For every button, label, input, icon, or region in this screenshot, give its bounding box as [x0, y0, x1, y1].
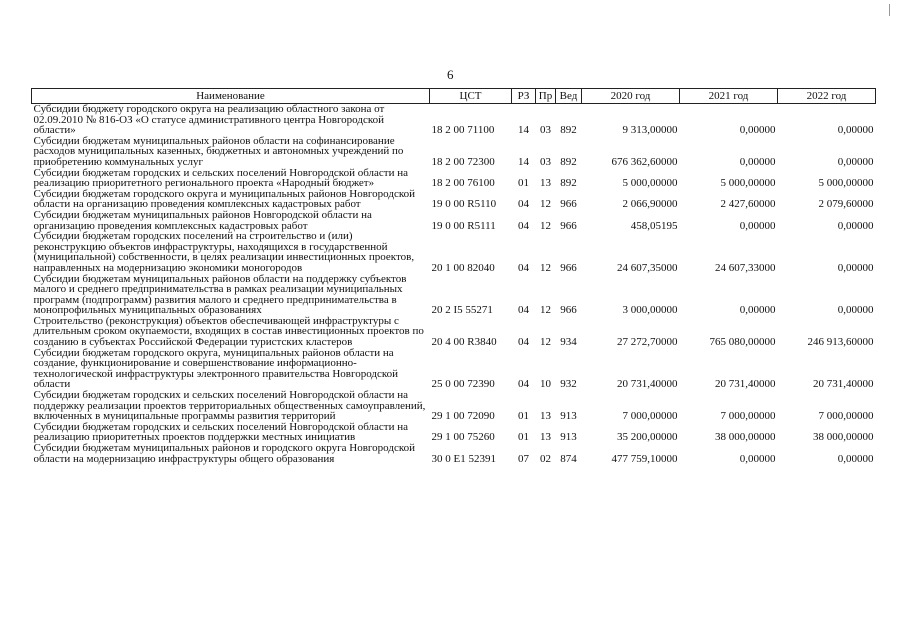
cell-ved: 874 — [560, 452, 577, 465]
cell-y2020: 27 272,70000 — [617, 336, 678, 349]
cell-y2021: 7 000,00000 — [720, 410, 776, 423]
cell-rz: 04 — [518, 219, 529, 232]
cell-cst: 19 0 00 R5110 — [431, 198, 497, 211]
cell-pr: 03 — [540, 124, 551, 137]
cell-cst: 20 1 00 82040 — [431, 261, 495, 274]
cell-cst: 29 1 00 75260 — [431, 431, 495, 444]
cell-cst: 29 1 00 72090 — [431, 410, 495, 423]
cell-cst: 30 0 E1 52391 — [431, 452, 496, 465]
cell-y2020: 9 313,00000 — [622, 124, 678, 137]
cell-y2021: 0,00000 — [739, 155, 776, 168]
cell-ved: 892 — [560, 124, 577, 137]
cell-name: Субсидии бюджетам городских и сельских поселений Новгородской области на поддержку реализации проектов территориальных общественных самоуправлений, включенных в муниципальные программы развития территорий — [33, 389, 426, 423]
cell-pr: 02 — [540, 452, 551, 465]
cell-y2022: 0,00000 — [837, 124, 874, 137]
cell-y2022: 246 913,60000 — [807, 336, 874, 349]
cell-y2020: 7 000,00000 — [622, 410, 678, 423]
cell-y2021: 0,00000 — [739, 124, 776, 137]
cell-ved: 892 — [560, 177, 577, 190]
cell-y2022: 2 079,60000 — [818, 198, 874, 211]
cell-y2021: 38 000,00000 — [715, 431, 776, 444]
cell-y2020: 35 200,00000 — [617, 431, 678, 444]
cell-cst: 18 2 00 72300 — [431, 155, 495, 168]
cell-pr: 13 — [540, 431, 551, 444]
cell-y2020: 5 000,00000 — [622, 177, 678, 190]
cell-ved: 966 — [560, 304, 577, 317]
cell-name: Субсидии бюджетам городского округа и муниципальных районов Новгородской области на организацию проведения комплексных кадастровых работ — [33, 187, 415, 211]
cell-rz: 04 — [518, 304, 529, 317]
cell-y2022: 0,00000 — [837, 219, 874, 232]
cell-pr: 13 — [540, 410, 551, 423]
cell-ved: 966 — [560, 198, 577, 211]
table-row — [32, 104, 876, 136]
cell-y2022: 0,00000 — [837, 155, 874, 168]
cell-pr: 12 — [540, 304, 551, 317]
cell-y2022: 5 000,00000 — [818, 177, 874, 190]
cell-cst: 20 4 00 R3840 — [431, 336, 497, 349]
cell-y2021: 0,00000 — [739, 219, 776, 232]
table-header-row — [32, 89, 876, 104]
cell-pr: 03 — [540, 155, 551, 168]
header-2021: 2021 год — [680, 89, 778, 104]
header-pr: Пр — [536, 89, 556, 104]
cell-rz: 14 — [518, 124, 529, 137]
cell-y2022: 0,00000 — [837, 304, 874, 317]
cell-ved: 966 — [560, 219, 577, 232]
cell-cst: 19 0 00 R5111 — [431, 219, 496, 232]
header-2022: 2022 год — [778, 89, 876, 104]
cell-cst: 18 2 00 76100 — [431, 177, 495, 190]
cell-rz: 04 — [518, 261, 529, 274]
cell-name: Субсидии бюджетам муниципальных районов и городского округа Новгородской области на модернизацию инфраструктуры общего образования — [33, 442, 415, 465]
cell-y2020: 458,05195 — [630, 219, 678, 232]
cell-rz: 14 — [518, 155, 529, 168]
cell-name: Субсидии бюджетам городских и сельских поселений Новгородской области на реализацию приоритетных проектов поддержки местных инициатив — [33, 420, 409, 444]
cell-y2022: 38 000,00000 — [813, 431, 874, 444]
cell-y2021: 5 000,00000 — [720, 177, 776, 190]
table-row — [32, 274, 876, 316]
cell-y2020: 477 759,10000 — [611, 452, 678, 465]
table-row — [32, 422, 876, 443]
cell-pr: 12 — [540, 261, 551, 274]
cell-name: Субсидии бюджетам городских поселений на строительство и (или) реконструкцию объектов инфраструктуры, находящихся в государственной (муниципальной) собственности, в целях реализации инвестиционных проектов, направленных на модернизацию экономики моногородов — [33, 230, 415, 274]
cell-y2020: 2 066,90000 — [622, 198, 678, 211]
cell-y2020: 676 362,60000 — [611, 155, 678, 168]
header-name: Наименование — [32, 89, 430, 104]
cell-ved: 932 — [560, 378, 577, 391]
table-row — [32, 348, 876, 390]
cell-rz: 04 — [518, 378, 529, 391]
table-body — [32, 104, 876, 465]
cell-name: Субсидии бюджетам муниципальных районов Новгородской области на организацию проведения комплексных кадастровых работ — [33, 208, 372, 232]
cell-y2021: 24 607,33000 — [715, 261, 776, 274]
cell-y2020: 24 607,35000 — [617, 261, 678, 274]
cell-pr: 12 — [540, 336, 551, 349]
cell-y2021: 2 427,60000 — [720, 198, 776, 211]
cell-cst: 18 2 00 71100 — [431, 124, 495, 137]
cell-y2022: 0,00000 — [837, 261, 874, 274]
cell-y2021: 20 731,40000 — [715, 378, 776, 391]
header-rz: РЗ — [512, 89, 536, 104]
cell-rz: 04 — [518, 198, 529, 211]
cell-cst: 20 2 I5 55271 — [431, 304, 493, 317]
cell-y2021: 765 080,00000 — [709, 336, 776, 349]
cell-y2022: 7 000,00000 — [818, 410, 874, 423]
table-row — [32, 390, 876, 422]
cell-name: Субсидии бюджету городского округа на реализацию областного закона от 02.09.2010 № 816-ОЗ «О статусе административного центра Новгородской области» — [33, 103, 385, 137]
cell-pr: 13 — [540, 177, 551, 190]
table-row — [32, 189, 876, 210]
cell-ved: 913 — [560, 410, 577, 423]
budget-table — [31, 88, 876, 464]
cell-pr: 12 — [540, 219, 551, 232]
cell-cst: 25 0 00 72390 — [431, 378, 495, 391]
header-ved: Вед — [556, 89, 582, 104]
cell-name: Субсидии бюджетам городского округа, муниципальных районов области на создание, функционирование и совершенствование информационно-технологической инфраструктуры электронного правительства Новгородской области — [33, 346, 399, 391]
table-row — [32, 136, 876, 168]
cell-rz: 01 — [518, 177, 529, 190]
cell-name: Субсидии бюджетам городских и сельских поселений Новгородской области на реализацию приоритетного регионального проекта «Народный бюджет» — [33, 166, 409, 190]
table-row — [32, 231, 876, 273]
cell-rz: 01 — [518, 431, 529, 444]
cell-y2022: 0,00000 — [837, 452, 874, 465]
cell-name: Субсидии бюджетам муниципальных районов области на поддержку субъектов малого и среднего предпринимательства в рамках реализации муниципальных программ (подпрограмм) развития малого и среднего предпринимательства в монопрофильных муниципальных образованиях — [33, 272, 407, 317]
cell-rz: 07 — [518, 452, 529, 465]
cell-ved: 934 — [560, 336, 577, 349]
cell-pr: 10 — [540, 378, 551, 391]
cell-y2020: 20 731,40000 — [617, 378, 678, 391]
cell-ved: 913 — [560, 431, 577, 444]
header-2020: 2020 год — [582, 89, 680, 104]
page-number: 6 — [447, 67, 454, 82]
cell-rz: 04 — [518, 336, 529, 349]
cell-ved: 892 — [560, 155, 577, 168]
cell-ved: 966 — [560, 261, 577, 274]
cell-name: Строительство (реконструкция) объектов обеспечивающей инфраструктуры с длительным сроком окупаемости, входящих в состав инвестиционных проектов по созданию в субъектах Российской Федерации туристских кластеров — [33, 314, 424, 349]
table-row — [32, 210, 876, 231]
table-row — [32, 316, 876, 348]
table-row — [32, 443, 876, 464]
cell-pr: 12 — [540, 198, 551, 211]
binder-mark — [889, 4, 898, 16]
cell-y2020: 3 000,00000 — [622, 304, 678, 317]
cell-y2021: 0,00000 — [739, 452, 776, 465]
cell-y2021: 0,00000 — [739, 304, 776, 317]
cell-y2022: 20 731,40000 — [813, 378, 874, 391]
cell-name: Субсидии бюджетам муниципальных районов области на софинансирование расходов муниципальных казенных, бюджетных и автономных учреждений по приобретению коммунальных услуг — [33, 134, 404, 168]
header-cst: ЦСТ — [430, 89, 512, 104]
cell-rz: 01 — [518, 410, 529, 423]
table-row — [32, 168, 876, 189]
